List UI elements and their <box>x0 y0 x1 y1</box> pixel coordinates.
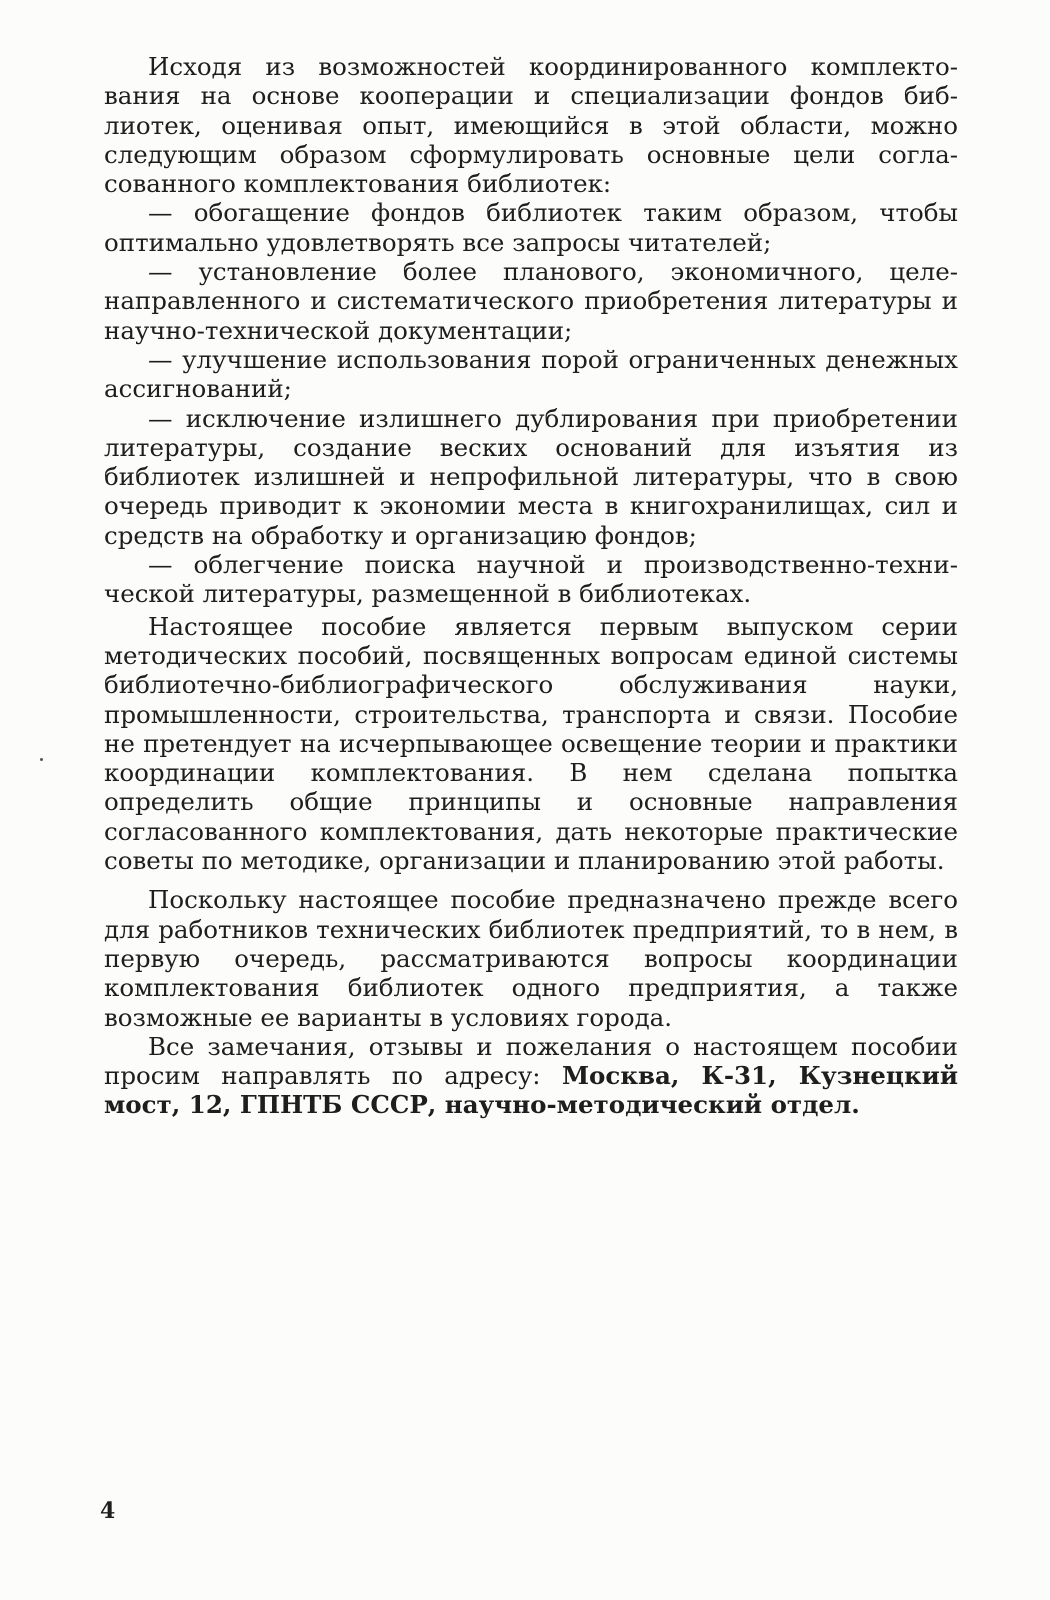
postal-address: Москва, К-31, Кузнецкий мост, 12, ГПНТБ СССР, научно-методический отдел. <box>104 1061 958 1120</box>
body-text <box>104 52 958 1120</box>
list-item-search: — облегчение поиска научной и производственно-технической литературы, размещенной в библиотеках. <box>104 550 958 609</box>
list-item-enrichment: — обогащение фондов библиотек таким образом, чтобы оптимально удовлетворять все запросы читателей; <box>104 198 958 257</box>
feedback-text: Все замечания, отзывы и пожелания о настоящем пособии просим направлять по адресу: <box>104 1031 958 1091</box>
list-item-duplication: — исключение излишнего дублирования при приобретении литературы, создание веских оснований для изъятия из библиотек излишней и непрофильной литературы, что в свою очередь приводит к экономии места в книгохранилищах, сил и средств на обработку и организацию фондов; <box>104 403 958 550</box>
page-number: 4 <box>100 1498 116 1524</box>
paragraph-series: Настоящее пособие является первым выпуском серии методических пособий, посвященных вопросам единой системы библиотечно-библиографического обслуживания науки, промышленности, строительства, транспорта и связи. Пособие не претендует на исчерпывающее освещение теории и практики координации комплектования. В нем сделана попытка определить общие принципы и основные направления согласованного комплектования, дать некоторые практические советы по методике, организации и планированию этой работы. <box>104 611 958 876</box>
scan-speck <box>40 758 43 761</box>
paragraph-feedback <box>104 1032 958 1120</box>
list-item-funds: — улучшение использования порой ограниченных денежных ассигнований; <box>104 344 958 404</box>
paragraph-intro: Исходя из возможностей координированного комплектования на основе кооперации и специализации фондов библиотек, оценивая опыт, имеющийся в этой области, можно следующим образом сформулировать основные цели согласованного комплектования библиотек: <box>104 52 958 199</box>
list-item-planning: — установление более планового, экономичного, целенаправленного и систематического приобретения литературы и научно-технической документации; <box>104 257 958 345</box>
paragraph-audience: Поскольку настоящее пособие предназначено прежде всего для работников технических библиотек предприятий, то в нем, в первую очередь, рассматриваются вопросы координации комплектования библиотек одного предприятия, а также возможные ее варианты в условиях города. <box>104 885 958 1032</box>
